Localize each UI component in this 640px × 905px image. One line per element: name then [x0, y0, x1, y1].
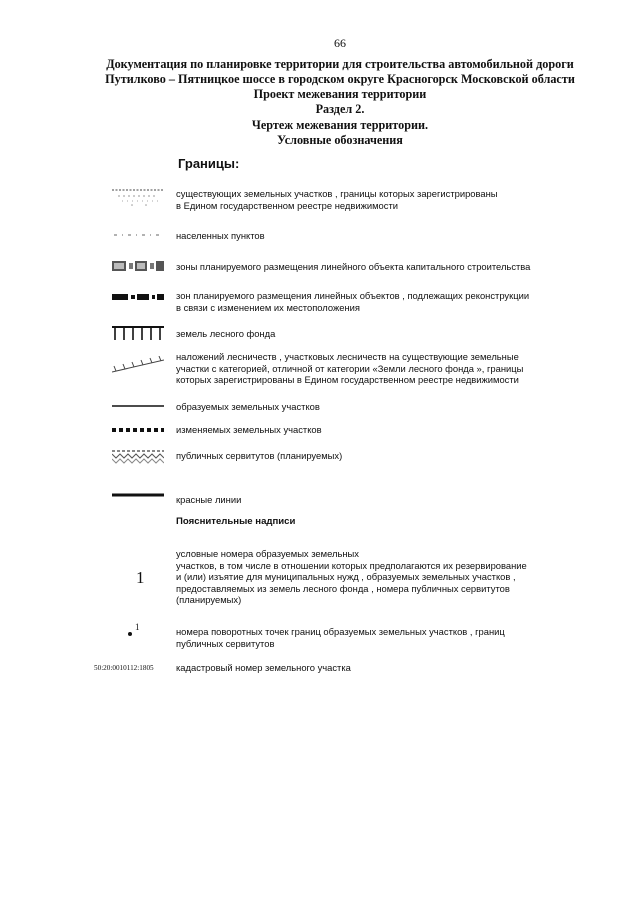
- legend-text-forest-fund: земель лесного фонда: [176, 328, 276, 339]
- legend-text-reconstruction-zone: зон планируемого размещения линейных объектов , подлежащих реконструкции в связи с изменением их местоположения: [176, 290, 530, 313]
- borders-heading: Границы:: [178, 156, 240, 171]
- parcel-number-marker: 1: [136, 568, 145, 587]
- public-easement-symbol: [112, 448, 164, 466]
- legend-text-parcel-numbers: условные номера образуемых земельных участков, в том числе в отношении которых предполагаются их резервирование и (или) изъятие для муниципальных нужд , образуемых земельных участков , предоставляемых из земель лесного фонда , номера публичных сервитутов (планируемых): [176, 548, 527, 606]
- forestry-overlay-symbol: [112, 356, 164, 376]
- formed-parcels-symbol: [112, 403, 164, 409]
- planned-linear-object-zone-symbol: [112, 260, 164, 272]
- legend-text-forestry-overlay: наложений лесничеств , участковых лесничеств на существующие земельные участки с категорией, отличной от категории «Земли лесного фонда », границы которых зарегистрированы в Едином государственном реестре недвижимости: [176, 351, 524, 386]
- legend-text-turning-points: номера поворотных точек границ образуемых земельных участков , границ публичных сервитутов: [176, 626, 505, 649]
- legend-text-formed-parcels: образуемых земельных участков: [176, 401, 320, 412]
- legend-title: Условные обозначения: [277, 133, 403, 147]
- page-number: 66: [334, 36, 346, 50]
- doc-title-line2: Путилково – Пятницкое шоссе в городском округе Красногорск Московской области: [105, 72, 575, 86]
- drawing-title: Чертеж межевания территории.: [251, 118, 429, 132]
- legend-text-modified-parcels: изменяемых земельных участков: [176, 424, 322, 435]
- legend-text-planned-linear-object-zone: зоны планируемого размещения линейного объекта капитального строительства: [176, 261, 531, 272]
- legend-text-public-easement: публичных сервитутов (планируемых): [176, 450, 343, 461]
- red-lines-symbol: [112, 492, 164, 498]
- existing-parcels-symbol: [112, 186, 164, 208]
- legend-text-existing-parcels: существующих земельных участков , границы которых зарегистрированы в Едином государственном реестре недвижимости: [176, 188, 498, 211]
- doc-title-line1: Документация по планировке территории для строительства автомобильной дороги: [106, 57, 574, 71]
- forest-fund-symbol: [112, 325, 164, 341]
- cadastral-number-example: 50:20:0010112:1805: [94, 664, 154, 672]
- turning-point-marker: [126, 622, 150, 642]
- doc-subtitle: Проект межевания территории: [253, 87, 427, 101]
- notes-heading: Пояснительные надписи: [176, 516, 296, 527]
- legend-text-settlements: населенных пунктов: [176, 230, 265, 241]
- legend-text-cadastral-number: кадастровый номер земельного участка: [176, 662, 351, 673]
- turning-point-dot: [128, 632, 132, 636]
- turning-point-number: 1: [135, 622, 140, 632]
- reconstruction-zone-symbol: [112, 293, 164, 301]
- settlements-symbol: [112, 231, 164, 239]
- modified-parcels-symbol: [112, 426, 164, 434]
- section-label: Раздел 2.: [315, 102, 365, 116]
- legend-text-red-lines: красные линии: [176, 494, 242, 505]
